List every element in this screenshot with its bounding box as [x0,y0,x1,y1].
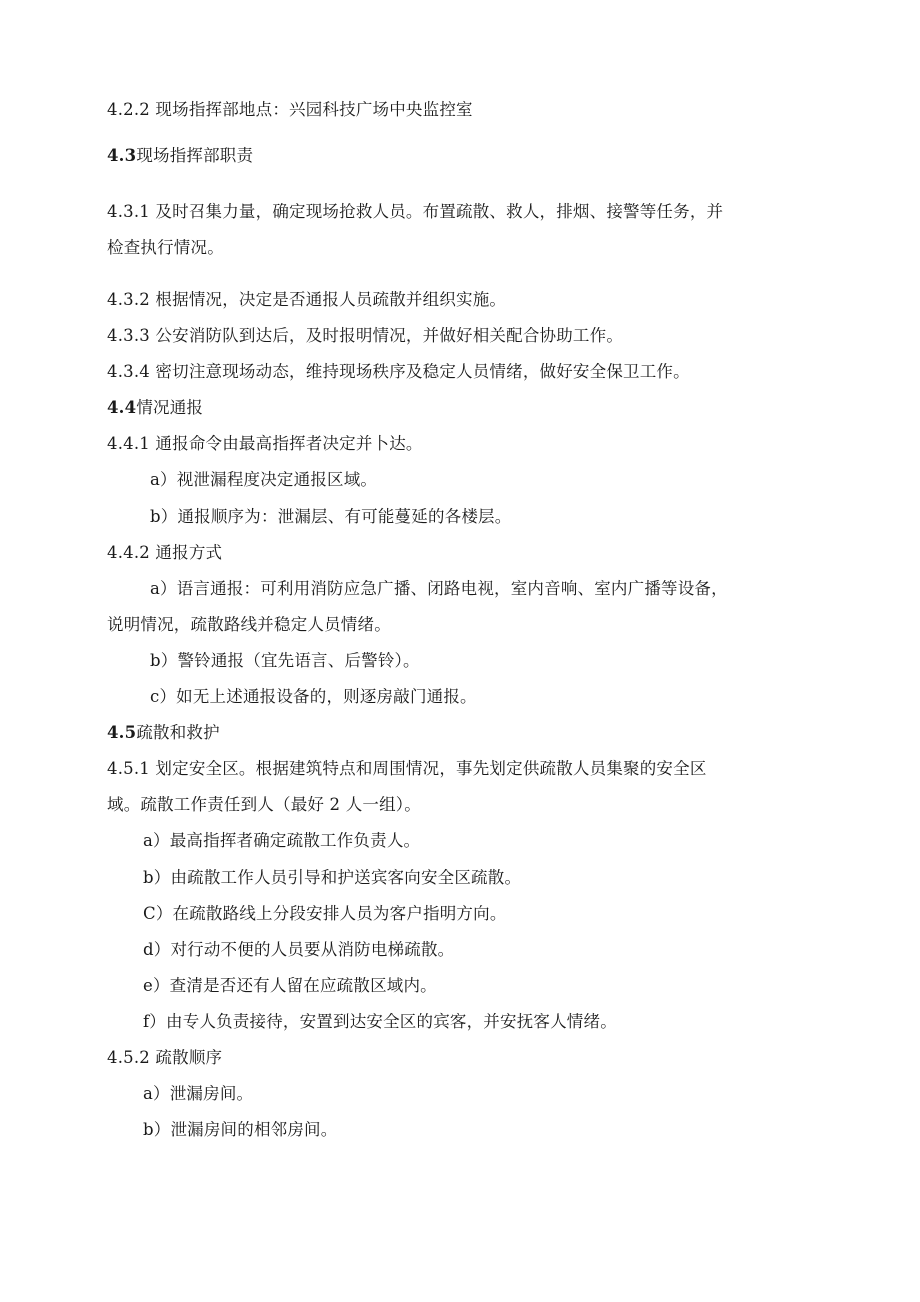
subitem-a: a）视泄漏程度决定通报区域。 [150,470,378,489]
heading-text: 现场指挥部职责 [136,146,254,165]
item-4-3-3: 4.3.3 公安消防队到达后，及时报明情况，并做好相关配合协助工作。 [107,326,624,345]
subitem-d: d）对行动不便的人员要从消防电梯疏散。 [143,940,455,959]
heading-text: 疏散和救护 [136,723,220,742]
subitem-b: b）通报顺序为：泄漏层、有可能蔓延的各楼层。 [150,507,512,526]
item-4-3-4: 4.3.4 密切注意现场动态，维持现场秩序及稳定人员情绪，做好安全保卫工作。 [107,362,690,381]
subitem-a: a）语言通报：可利用消防应急广播、闭路电视，室内音响、室内广播等设备， [150,579,728,598]
item-4-4-1: 4.4.1 通报命令由最高指挥者决定并卜达。 [107,434,423,453]
heading-number: 4.3 [107,146,137,165]
item-4-5-1: 4.5.1 划定安全区。根据建筑特点和周围情况，事先划定供疏散人员集聚的安全区 [107,759,707,778]
item-4-3-1: 4.3.1 及时召集力量，确定现场抢救人员。布置疏散、救人，排烟、接警等任务，并 [107,202,724,221]
subitem-f: f）由专人负责接待，安置到达安全区的宾客，并安抚客人情绪。 [143,1012,617,1031]
heading-4-3 [107,145,253,167]
heading-number: 4.5 [107,723,137,742]
heading-4-5 [107,722,220,744]
subitem-a: a）最高指挥者确定疏散工作负责人。 [143,831,421,850]
subitem-c: c）如无上述通报设备的，则逐房敲门通报。 [150,687,477,706]
item-4-3-2: 4.3.2 根据情况，决定是否通报人员疏散并组织实施。 [107,290,507,309]
heading-4-4 [107,397,203,419]
subitem-e: e）查清是否还有人留在应疏散区域内。 [143,976,437,995]
subitem-b: b）泄漏房间的相邻房间。 [143,1120,338,1139]
item-4-2-2: 4.2.2 现场指挥部地点：兴园科技广场中央监控室 [107,100,473,119]
subitem-b: b）警铃通报（宜先语言、后警铃）。 [150,651,420,670]
item-4-5-1-cont: 域。疏散工作责任到人（最好 2 人一组）。 [107,795,421,814]
subitem-a-cont: 说明情况，疏散路线并稳定人员情绪。 [107,615,391,634]
item-4-5-2: 4.5.2 疏散顺序 [107,1048,223,1067]
subitem-b: b）由疏散工作人员引导和护送宾客向安全区疏散。 [143,868,522,887]
heading-text: 情况通报 [136,398,204,417]
subitem-c: C）在疏散路线上分段安排人员为客户指明方向。 [143,904,507,923]
heading-number: 4.4 [107,398,137,417]
item-4-3-1-cont: 检查执行情况。 [107,238,224,257]
subitem-a: a）泄漏房间。 [143,1084,254,1103]
item-4-4-2: 4.4.2 通报方式 [107,543,223,562]
